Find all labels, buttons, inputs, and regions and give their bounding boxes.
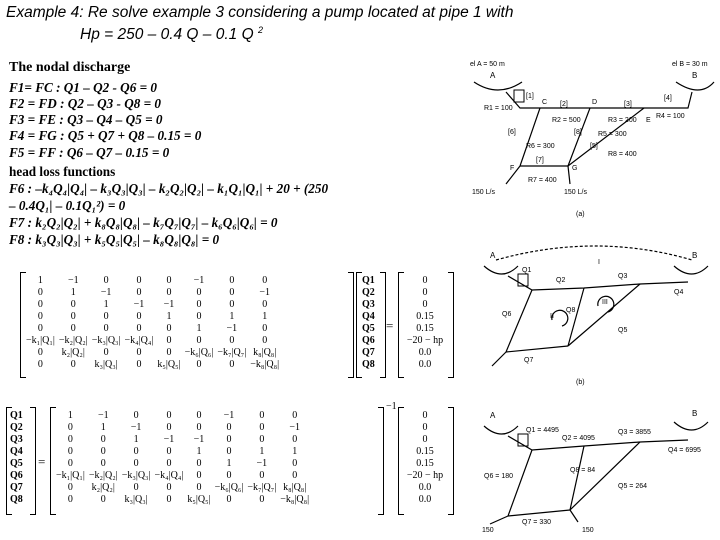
- equals-sign: =: [386, 318, 394, 333]
- matrix1-cell: −k₂|Q₂|: [58, 335, 88, 346]
- q-vector-solution-entry: Q8: [10, 494, 23, 505]
- matrix1-cell: 0: [103, 323, 109, 334]
- matrix2-cell: −k₄|Q₄|: [154, 470, 184, 481]
- bottom-pipe-line: [506, 346, 568, 352]
- matrix1-cell: 0: [103, 347, 109, 358]
- matrix1-cell: −k₈|Q₈|: [250, 359, 280, 370]
- matrix2-cell: 0: [226, 494, 232, 505]
- equation-f3: F3 = FE : Q3 – Q4 – Q5 = 0: [9, 112, 163, 127]
- matrix1-row: [24, 299, 281, 311]
- rhs-entry: 0.15: [416, 311, 434, 322]
- label-node-b-c: B: [692, 409, 698, 418]
- matrix2-row: [54, 410, 311, 422]
- q-vector-solution: [10, 410, 23, 506]
- label-r1: R1 = 100: [484, 105, 513, 112]
- matrix1-cell: −1: [133, 299, 145, 310]
- matrix1-cell: k₅|Q₅|: [157, 359, 181, 370]
- matrix1-cell: −1: [100, 287, 112, 298]
- rhs-vector: [402, 275, 448, 371]
- label-node-d: D: [592, 99, 598, 106]
- label-q8-b: Q8: [566, 307, 576, 314]
- q-vector-solution-entry: Q6: [10, 470, 23, 481]
- caption-a: (a): [576, 211, 585, 218]
- matrix2-row: [54, 422, 311, 434]
- matrix1-cell: k₃|Q₃|: [94, 359, 118, 370]
- q-vector-solution-entry: Q1: [10, 410, 23, 421]
- rhs-entry: 0: [422, 275, 428, 286]
- rhs-entry: 0.15: [416, 323, 434, 334]
- label-pipe-8: [8]: [574, 129, 582, 136]
- label-q1-c: Q1 = 4495: [526, 427, 559, 434]
- matrix2-cell: −1: [256, 458, 268, 469]
- top-pipe-line: [508, 276, 688, 290]
- rhs-right-bracket: [448, 272, 454, 378]
- matrix2-cell: −1: [193, 434, 205, 445]
- diagonal-pipe-line: [568, 284, 640, 346]
- rhs-entry-2: 0.15: [416, 458, 434, 469]
- matrix1-cell: −1: [163, 299, 175, 310]
- matrix1-cell: −1: [226, 323, 238, 334]
- matrix2-cell: −1: [130, 422, 142, 433]
- matrix1-cell: 0: [166, 347, 172, 358]
- diagonal-pipe-line-c: [570, 442, 640, 510]
- q-vector-solution-entry: Q2: [10, 422, 23, 433]
- matrix2-cell: 0: [67, 494, 73, 505]
- label-q6-b: Q6: [502, 311, 512, 318]
- rhs-entry: 0: [422, 299, 428, 310]
- label-node-a-c: A: [490, 411, 496, 420]
- label-outflow-g: 150 L/s: [564, 189, 587, 196]
- matrix1-cell: 0: [37, 299, 43, 310]
- matrix1-cell: 0: [70, 323, 76, 334]
- label-q7-c: Q7 = 330: [522, 519, 551, 526]
- q-vector-entry: Q3: [362, 299, 375, 310]
- reservoir-b-shape-b: [674, 266, 708, 274]
- label-outflow-f: 150 L/s: [472, 189, 495, 196]
- matrix2-cell: 0: [292, 458, 298, 469]
- matrix2-cell: 0: [67, 422, 73, 433]
- label-q8-c: Q8 = 84: [570, 467, 596, 474]
- label-r7: R7 = 400: [528, 177, 557, 184]
- label-q7-b: Q7: [524, 357, 534, 364]
- matrix1-cell: 0: [196, 287, 202, 298]
- label-el-b: el B = 30 m: [672, 61, 708, 68]
- label-pipe-2: [2]: [560, 101, 568, 108]
- matrix2-cell: 0: [226, 470, 232, 481]
- matrix1-cell: −1: [193, 275, 205, 286]
- label-node-b-b: B: [692, 251, 698, 260]
- matrix1-row: [24, 335, 281, 347]
- equation-f2: F2 = FD : Q2 – Q3 - Q8 = 0: [9, 96, 162, 111]
- label-q3-c: Q3 = 3855: [618, 429, 651, 436]
- matrix1-cell: 0: [136, 347, 142, 358]
- q-vector-entry: Q8: [362, 359, 375, 370]
- label-outflow-g-c: 150: [582, 527, 594, 534]
- pump-equation-exponent: 2: [257, 25, 263, 35]
- matrix2-cell: 1: [196, 446, 202, 457]
- matrix2-cell: 1: [67, 410, 73, 421]
- matrix1-cell: 0: [37, 287, 43, 298]
- matrix1-cell: 0: [70, 299, 76, 310]
- label-q2-b: Q2: [556, 277, 566, 284]
- reservoir-a-shape-c: [484, 426, 518, 434]
- label-el-a: el A = 50 m: [470, 61, 505, 68]
- q-vector-solution-entry: Q7: [10, 482, 23, 493]
- q-vector-solution-entry: Q3: [10, 434, 23, 445]
- matrix2-cell: 0: [133, 410, 139, 421]
- matrix2-cell: −k₈|Q₈|: [280, 494, 310, 505]
- matrix1-cell: 0: [37, 347, 43, 358]
- label-node-b: B: [692, 71, 698, 80]
- matrix2-cell: −1: [223, 410, 235, 421]
- matrix2-cell: −k₆|Q₆|: [214, 482, 244, 493]
- matrix1-cell: −1: [67, 275, 79, 286]
- reservoir-b-shape-c: [674, 422, 708, 430]
- matrix1-cell: 0: [166, 287, 172, 298]
- matrix1-cell: 0: [37, 323, 43, 334]
- label-pipe-1: [1]: [526, 93, 534, 100]
- matrix1-cell: 1: [262, 311, 268, 322]
- matrix2-cell: 0: [100, 494, 106, 505]
- label-node-g: G: [572, 165, 578, 172]
- rhs-entry: −20 − hp: [406, 335, 444, 346]
- matrix2-cell: k₂|Q₂|: [91, 482, 115, 493]
- matrix1-cell: 0: [196, 359, 202, 370]
- label-outflow-f-c: 150: [482, 527, 494, 534]
- matrix1-row: [24, 347, 281, 359]
- matrix2-cell: −1: [289, 422, 300, 433]
- matrix1-cell: 1: [70, 287, 76, 298]
- dashed-pseudo-loop: [496, 246, 692, 260]
- matrix1-cell: −1: [259, 287, 270, 298]
- matrix2-cell: 0: [100, 434, 106, 445]
- matrix2-cell: 0: [166, 446, 172, 457]
- matrix1-cell: 0: [196, 299, 202, 310]
- label-pipe-5: [5]: [590, 143, 598, 150]
- matrix1-cell: 1: [229, 311, 235, 322]
- matrix2-cell: 0: [133, 458, 139, 469]
- rhs2-right-bracket: [448, 407, 454, 515]
- matrix1-cell: 0: [70, 311, 76, 322]
- matrix2-cell: 0: [226, 434, 232, 445]
- bottom-pipe-line-c: [508, 510, 570, 516]
- matrix1-cell: 0: [103, 275, 109, 286]
- matrix1-cell: −k₃|Q₃|: [91, 335, 121, 346]
- rhs-vector-2: [402, 410, 448, 506]
- matrix1-cell: −k₇|Q₇|: [217, 347, 247, 358]
- matrix1-cell: 0: [136, 359, 142, 370]
- matrix2-cell: 0: [166, 422, 172, 433]
- matrix1-cell: 0: [37, 311, 43, 322]
- left-pipe-line-c: [508, 450, 532, 516]
- matrix2-cell: 0: [100, 458, 106, 469]
- q-vector-solution-entry: Q5: [10, 458, 23, 469]
- equation-f4: F4 = FG : Q5 + Q7 + Q8 – 0.15 = 0: [9, 128, 202, 143]
- matrix1-cell: 0: [262, 275, 268, 286]
- matrix2-cell: 0: [259, 422, 265, 433]
- outflow-left-line: [492, 352, 506, 366]
- label-r4: R4 = 100: [656, 113, 685, 120]
- equation-f7: F7 : k₂Q₂|Q₂| + k₈Q₈|Q₈| – k₇Q₇|Q₇| – k₆Q₆|Q₆| = 0: [9, 215, 278, 230]
- matrix1-cell: −k₁|Q₁|: [26, 335, 55, 346]
- rhs-entry: 0.0: [418, 347, 432, 358]
- pump-equation-text: Hp = 250 – 0.4 Q – 0.1 Q: [80, 26, 254, 44]
- matrix2-cell: 0: [67, 446, 73, 457]
- q-vector-entry: Q6: [362, 335, 375, 346]
- matrix1-cell: 0: [103, 311, 109, 322]
- matrix1-cell: 0: [229, 359, 235, 370]
- matrix1-cell: 0: [37, 359, 43, 370]
- matrix1-cell: 0: [229, 275, 235, 286]
- matrix1-cell: k₈|Q₈|: [253, 347, 277, 358]
- rhs-entry-2: 0.0: [418, 482, 432, 493]
- matrix2-cell: 0: [133, 446, 139, 457]
- label-pipe-4: [4]: [664, 95, 672, 102]
- label-q3-b: Q3: [618, 273, 628, 280]
- top-pipe-line-c: [508, 436, 688, 450]
- matrix1-cell: 0: [196, 311, 202, 322]
- rhs-entry-2: 0: [422, 410, 428, 421]
- matrix2-cell: −1: [97, 410, 109, 421]
- label-q5-b: Q5: [618, 327, 628, 334]
- matrix1-cell: 0: [136, 287, 142, 298]
- matrix2-cell: 0: [292, 470, 298, 481]
- matrix2-cell: 1: [100, 422, 106, 433]
- inverse-matrix: [54, 410, 311, 506]
- equation-f5: F5 = FF : Q6 – Q7 – 0.15 = 0: [9, 145, 170, 160]
- matrix2-cell: 0: [196, 458, 202, 469]
- matrix2-row: [54, 458, 311, 470]
- headloss-heading: head loss functions: [9, 164, 116, 179]
- network-diagram-b: [478, 242, 720, 388]
- matrix2-cell: 0: [259, 494, 265, 505]
- matrix1-cell: −k₄|Q₄|: [124, 335, 154, 346]
- matrix1-cell: 0: [229, 287, 235, 298]
- matrix2-cell: k₅|Q₅|: [187, 494, 211, 505]
- label-q2-c: Q2 = 4095: [562, 435, 595, 442]
- matrix2-row: [54, 482, 311, 494]
- label-q4-b: Q4: [674, 289, 684, 296]
- rhs-entry-2: 0.0: [418, 494, 432, 505]
- outflow-left-line-c: [490, 516, 508, 524]
- matrix2-cell: −1: [163, 434, 175, 445]
- matrix2-cell: 0: [226, 422, 232, 433]
- rhs-entry: 0.0: [418, 359, 432, 370]
- label-node-a-b: A: [490, 251, 496, 260]
- matrix1-row: [24, 359, 281, 371]
- matrix1-row: [24, 323, 281, 335]
- network-diagram-a: [468, 52, 720, 224]
- matrix1-row: [24, 275, 281, 287]
- label-pipe-7: [7]: [536, 157, 544, 164]
- matrix2-cell: 0: [67, 434, 73, 445]
- reservoir-a-shape-b: [484, 266, 518, 274]
- matrix2-cell: 0: [259, 410, 265, 421]
- label-q5-c: Q5 = 264: [618, 483, 647, 490]
- matrix2-cell: 0: [166, 482, 172, 493]
- label-q6-c: Q6 = 180: [484, 473, 513, 480]
- label-node-a: A: [490, 71, 496, 80]
- rhs-entry-2: 0: [422, 434, 428, 445]
- label-pipe-3: [3]: [624, 101, 632, 108]
- matrix2-row: [54, 434, 311, 446]
- equation-f8: F8 : k₃Q₃|Q₃| + k₅Q₅|Q₅| – k₈Q₈|Q₈| = 0: [9, 232, 220, 247]
- pump-equation: [80, 25, 263, 44]
- matrix2-cell: 0: [166, 410, 172, 421]
- caption-b: (b): [576, 379, 585, 386]
- label-node-f: F: [510, 165, 515, 172]
- matrix1-right-bracket: [348, 272, 354, 378]
- matrix1-cell: 1: [103, 299, 109, 310]
- q-vector: [362, 275, 375, 371]
- matrix1-cell: 0: [136, 311, 142, 322]
- matrix2-cell: 0: [292, 410, 298, 421]
- matrix2-cell: 1: [133, 434, 139, 445]
- matrix1-row: [24, 311, 281, 323]
- label-r3: R3 = 200: [608, 117, 637, 124]
- equals-sign-2: =: [38, 454, 46, 469]
- middle-pipe-line: [568, 288, 584, 346]
- matrix2-cell: 0: [292, 434, 298, 445]
- matrix2-cell: 0: [259, 470, 265, 481]
- matrix2-right-bracket: [378, 407, 384, 515]
- q-vector2-right-bracket: [30, 407, 36, 515]
- label-r5: R5 = 300: [598, 131, 627, 138]
- label-r6: R6 = 300: [526, 143, 555, 150]
- label-r2: R2 = 500: [552, 117, 581, 124]
- matrix2-cell: 0: [133, 482, 139, 493]
- matrix1-cell: 0: [262, 323, 268, 334]
- q-vector-solution-entry: Q4: [10, 446, 23, 457]
- matrix1-cell: 0: [196, 335, 202, 346]
- label-loop-i: I: [598, 259, 600, 266]
- matrix2-cell: 1: [292, 446, 298, 457]
- matrix1-cell: 0: [136, 323, 142, 334]
- label-pipe-6: [6]: [508, 129, 516, 136]
- coefficient-matrix: [24, 275, 281, 371]
- matrix2-cell: 0: [100, 446, 106, 457]
- matrix1-cell: 0: [262, 299, 268, 310]
- matrix2-cell: −k₃|Q₃|: [121, 470, 151, 481]
- label-q1-b: Q1: [522, 267, 532, 274]
- rhs-entry: 0: [422, 287, 428, 298]
- matrix2-cell: 0: [196, 410, 202, 421]
- label-q4-c: Q4 = 6995: [668, 447, 701, 454]
- matrix2-cell: 0: [196, 422, 202, 433]
- matrix1-cell: 1: [196, 323, 202, 334]
- network-diagram-c: [478, 400, 720, 536]
- outflow-right-line-c: [570, 510, 578, 522]
- pump-symbol: [514, 90, 524, 102]
- matrix1-cell: 0: [70, 359, 76, 370]
- matrix1-cell: 1: [37, 275, 43, 286]
- label-loop-ii: II: [550, 313, 554, 320]
- matrix2-cell: 0: [196, 470, 202, 481]
- matrix1-cell: 0: [229, 299, 235, 310]
- matrix2-cell: 0: [67, 458, 73, 469]
- q-vector-entry: Q7: [362, 347, 375, 358]
- matrix2-cell: 0: [67, 482, 73, 493]
- matrix1-cell: 0: [262, 335, 268, 346]
- matrix2-cell: −k₁|Q₁|: [56, 470, 85, 481]
- matrix2-cell: 0: [166, 458, 172, 469]
- equation-f1: F1= FC : Q1 – Q2 - Q6 = 0: [9, 80, 158, 95]
- q-vector-entry: Q5: [362, 323, 375, 334]
- reservoir-a-shape: [474, 82, 522, 90]
- nodal-heading: The nodal discharge: [9, 60, 131, 75]
- left-pipe-line: [506, 290, 532, 352]
- matrix1-row: [24, 287, 281, 299]
- equation-f6-line1: F6 : –k₄Q₄|Q₄| – k₃Q₃|Q₃| – k₂Q₂|Q₂| – k₁Q₁|Q₁| + 20 + (250: [9, 181, 329, 196]
- rhs-entry-2: 0.15: [416, 446, 434, 457]
- matrix1-cell: 0: [166, 275, 172, 286]
- q-vector-entry: Q4: [362, 311, 375, 322]
- matrix2-cell: 1: [259, 446, 265, 457]
- label-node-c: C: [542, 99, 548, 106]
- matrix2-row: [54, 494, 311, 506]
- matrix2-cell: 1: [226, 458, 232, 469]
- label-loop-iii: III: [602, 299, 608, 306]
- matrix1-cell: 1: [166, 311, 172, 322]
- inverse-superscript: −1: [386, 401, 397, 412]
- q-vector-entry: Q1: [362, 275, 375, 286]
- matrix2-row: [54, 446, 311, 458]
- matrix2-cell: k₃|Q₃|: [124, 494, 148, 505]
- matrix2-cell: 0: [259, 434, 265, 445]
- matrix2-row: [54, 470, 311, 482]
- q-vector-entry: Q2: [362, 287, 375, 298]
- equation-f6-line2: – 0.4Q₁| – 0.1Q₁²) = 0: [9, 198, 126, 213]
- matrix1-cell: 0: [166, 323, 172, 334]
- matrix2-cell: k₈|Q₈|: [283, 482, 307, 493]
- matrix1-cell: 0: [136, 275, 142, 286]
- example-title: Example 4: Re solve example 3 considering a pump located at pipe 1 with: [6, 4, 514, 21]
- matrix1-cell: 0: [166, 335, 172, 346]
- matrix2-cell: 0: [196, 482, 202, 493]
- matrix1-cell: 0: [229, 335, 235, 346]
- middle-pipe-line-c: [570, 446, 584, 510]
- label-r8: R8 = 400: [608, 151, 637, 158]
- outflow-g-line: [568, 166, 570, 184]
- matrix2-cell: −k₇|Q₇|: [247, 482, 277, 493]
- rhs-entry-2: −20 − hp: [406, 470, 444, 481]
- matrix2-cell: 0: [166, 494, 172, 505]
- matrix1-cell: −k₆|Q₆|: [184, 347, 214, 358]
- matrix2-cell: −k₂|Q₂|: [88, 470, 118, 481]
- rhs-entry-2: 0: [422, 422, 428, 433]
- matrix1-cell: k₂|Q₂|: [61, 347, 85, 358]
- label-node-e: E: [646, 117, 651, 124]
- matrix2-cell: 0: [226, 446, 232, 457]
- reservoir-b-shape: [676, 82, 714, 90]
